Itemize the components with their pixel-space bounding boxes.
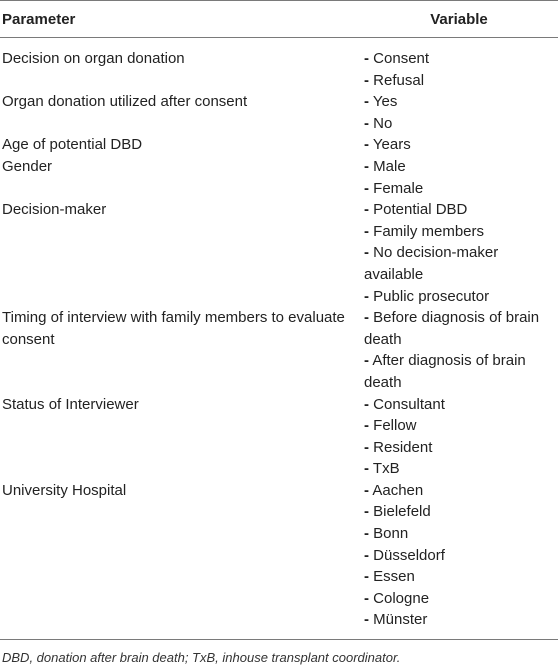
table-row: [0, 134, 558, 156]
variable-text: Bielefeld: [373, 503, 431, 521]
variable-item: [364, 286, 558, 308]
dash-marker: -: [364, 611, 369, 629]
variable-text: Male: [373, 157, 406, 175]
dash-marker: -: [364, 222, 369, 240]
variable-item: [364, 134, 558, 156]
parameter-cell: Gender: [2, 157, 53, 175]
parameter-cell: Organ donation utilized after consent: [2, 93, 248, 111]
dash-marker: -: [364, 546, 369, 564]
parameter-cell: University Hospital: [2, 481, 127, 499]
variable-text: Aachen: [372, 481, 424, 499]
dash-marker: -: [364, 460, 369, 478]
dash-marker: -: [364, 114, 369, 132]
dash-marker: -: [364, 201, 369, 219]
variable-text: Cologne: [373, 589, 430, 607]
variable-item: [364, 242, 558, 285]
table-row: [0, 307, 558, 393]
dash-marker: -: [364, 525, 369, 543]
parameter-cell: Age of potential DBD: [2, 136, 143, 154]
header-parameter: Parameter: [2, 10, 76, 28]
dash-marker: -: [364, 589, 369, 607]
variable-text: Yes: [372, 93, 398, 111]
variable-text: Refusal: [373, 71, 425, 89]
table-row: [0, 199, 558, 307]
variable-cell: [360, 394, 558, 480]
variable-item: [364, 221, 558, 243]
dash-marker: -: [364, 352, 369, 370]
variable-cell: [360, 134, 558, 156]
variable-text: Düsseldorf: [373, 546, 445, 564]
dash-marker: -: [364, 417, 369, 435]
variable-item: [364, 70, 558, 92]
variable-item: [364, 350, 558, 393]
variable-text: Before diagnosis of brain death: [364, 309, 540, 348]
parameter-cell: Status of Interviewer: [2, 395, 139, 413]
variable-item: [364, 523, 558, 545]
dash-marker: -: [364, 157, 369, 175]
parameter-cell: Decision on organ donation: [2, 50, 185, 67]
variable-text: Potential DBD: [373, 201, 468, 219]
dash-marker: -: [364, 481, 369, 499]
variable-item: [364, 113, 558, 135]
variable-item: [364, 609, 558, 631]
variable-text: No: [373, 114, 393, 132]
dash-marker: -: [364, 71, 369, 89]
variable-cell: [360, 199, 558, 307]
variable-text: TxB: [372, 460, 400, 478]
variable-text: Resident: [373, 438, 433, 456]
header-variable: Variable: [430, 10, 488, 28]
dash-marker: -: [364, 93, 369, 111]
variable-item: [364, 415, 558, 437]
dash-marker: -: [364, 50, 369, 67]
variable-text: Fellow: [373, 417, 417, 435]
table-footnote: DBD, donation after brain death; TxB, inhouse transplant coordinator.: [2, 650, 401, 666]
variable-cell: [360, 480, 558, 631]
variable-text: Bonn: [373, 525, 409, 543]
variable-text: Essen: [373, 568, 415, 586]
dash-marker: -: [364, 438, 369, 456]
variable-item: [364, 199, 558, 221]
variable-text: Family members: [373, 222, 485, 240]
variable-item: [364, 156, 558, 178]
dash-marker: -: [364, 309, 369, 327]
variable-item: [364, 566, 558, 588]
parameter-cell: Decision-maker: [2, 201, 107, 219]
table-row: [0, 91, 558, 134]
dash-marker: -: [364, 503, 369, 521]
variable-item: [364, 437, 558, 459]
table-body: [0, 38, 558, 640]
variable-item: [364, 48, 558, 70]
table-row: [0, 480, 558, 631]
variable-item: [364, 480, 558, 502]
variable-text: Münster: [373, 611, 428, 629]
variable-text: No decision-maker available: [364, 244, 499, 283]
variable-text: Years: [372, 136, 411, 154]
variable-text: Consent: [373, 50, 430, 67]
variable-item: [364, 588, 558, 610]
variable-item: [364, 501, 558, 523]
parameter-cell: Timing of interview with family members to evaluate consent: [2, 309, 345, 348]
variable-cell: [360, 307, 558, 393]
variable-text: Public prosecutor: [373, 287, 490, 305]
variable-item: [364, 91, 558, 113]
variable-item: [364, 545, 558, 567]
dash-marker: -: [364, 136, 369, 154]
variable-cell: [360, 91, 558, 134]
variable-cell: [360, 48, 558, 91]
dash-marker: -: [364, 568, 369, 586]
table-header: [0, 0, 558, 38]
variable-item: [364, 307, 558, 350]
variable-item: [364, 458, 558, 480]
variable-text: Female: [373, 179, 424, 197]
variable-item: [364, 394, 558, 416]
variable-cell: [360, 156, 558, 199]
table-row: [0, 156, 558, 199]
variable-item: [364, 178, 558, 200]
table-row: [0, 48, 558, 91]
variable-text: After diagnosis of brain death: [364, 352, 526, 391]
dash-marker: -: [364, 179, 369, 197]
dash-marker: -: [364, 244, 369, 262]
table-row: [0, 394, 558, 480]
dash-marker: -: [364, 395, 369, 413]
variable-text: Consultant: [373, 395, 445, 413]
dash-marker: -: [364, 287, 369, 305]
